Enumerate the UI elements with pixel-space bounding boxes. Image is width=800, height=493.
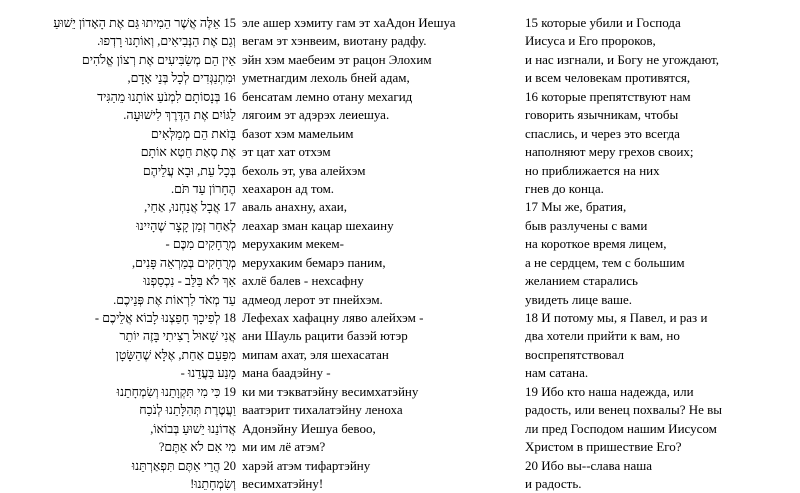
text-line: וּמִתְנַגְּדִים לְכָל בְּנֵי אָדָם, [127, 71, 236, 86]
text-line: лягоим эт адэрэх леиешуа. [242, 107, 390, 123]
text-line: быв разлучены с вами [525, 217, 648, 233]
text-line: Христом в пришествие Его? [525, 439, 682, 455]
text-line: уметнагдим лехоль бней адам, [242, 70, 410, 86]
text-line: нам сатана. [525, 365, 589, 381]
text-line: ваатэрит тихалатэйну леноха [242, 402, 403, 418]
text-line: 15 אֵלֶּה אֲשֶׁר הֵמִיתוּ גַּם אֶת הָאָדוֹן יֵשׁוּעַ [53, 16, 236, 30]
text-line: ли пред Господом нашим Иисусом [525, 420, 717, 436]
text-line: увидеть лице ваше. [525, 291, 633, 307]
text-line: наполняют меру грехов своих; [525, 144, 694, 160]
text-line: леахар зман кацар шехаину [242, 217, 394, 233]
hebrew-column [14, 14, 236, 493]
text-line: желанием старались [525, 273, 638, 289]
text-line: ми им лё атэм? [242, 439, 326, 455]
text-line: אֲנִי שָׁאוּל רָצִיתִי בָּזֶה יוֹתֵר [119, 329, 236, 344]
text-line: мерухаким мекем- [242, 236, 344, 252]
text-line: и нас изгнали, и Богу не угождают, [525, 51, 719, 67]
text-line: два хотели прийти к вам, но [525, 328, 680, 344]
text-line: мерухаким бемарэ паним, [242, 254, 386, 270]
text-line: 17 אֲבָל אֲנַחְנוּ, אַחַי, [144, 200, 236, 215]
text-line: מְרֻחָקִים מִכֶּם - [165, 237, 236, 252]
text-line: гнев до конца. [525, 180, 604, 196]
text-line: адмеод лерот эт пнейхэм. [242, 291, 383, 307]
russian-column [525, 14, 795, 493]
text-line: אֲדוֹנֵנוּ יֵשׁוּעַ בְּבוֹאוֹ, [150, 421, 236, 436]
text-line: воспрепятствовал [525, 346, 624, 362]
text-line: לְאַחַר זְמַן קָצָר שֶׁהָיִינוּ [136, 218, 236, 233]
text-line: мана баадэйну - [242, 365, 331, 381]
text-line: аваль анахну, ахаи, [242, 199, 348, 215]
text-line: на короткое время лицем, [525, 236, 667, 252]
text-line: базот хэм мамельим [242, 125, 354, 141]
text-line: לַגּוֹיִם אֶת הַדֶּרֶךְ לִישׁוּעָה. [123, 108, 236, 123]
text-line: 16 которые препятствуют нам [525, 88, 691, 104]
text-line: харэй атэм тифартэйну [242, 457, 371, 473]
text-line: и всем человекам противятся, [525, 70, 691, 86]
text-line: מִפַּעַם אַחַת, אֶלָּא שֶׁהַשָּׂטָן [115, 347, 236, 362]
text-line: מִי אִם לֹא אַתֶּם? [158, 440, 236, 455]
text-line: Адонэйну Иешуа бевоо, [242, 420, 376, 436]
text-line: וְשִׂמְחָתֵנוּ! [190, 476, 236, 491]
text-line: 15 которые убили и Господа [525, 15, 681, 30]
text-line: ахлё балев - нехсафну [242, 273, 364, 289]
text-line: 16 בְּנָסוֹתָם לִמְנֹעַ אוֹתָנוּ מֵהַגִּיד [97, 89, 236, 104]
text-line: אֵין הֵם מְשַׂבִּיעִים אֶת רְצוֹן אֱלֹהִים [81, 52, 236, 67]
text-line: бенсатам лемно отану мехагид [242, 88, 413, 104]
text-line: а не сердцем, тем с большим [525, 254, 685, 270]
text-line: ки ми тэкватэйну весимхатэйну [242, 383, 419, 399]
text-line: спаслись, и через это всегда [525, 125, 680, 141]
text-line: מְרֻחָקִים בְּמַרְאֵה פָּנִים, [131, 255, 236, 270]
text-line: עַד מְאֹד לִרְאוֹת אֶת פְּנֵיכֶם. [113, 292, 236, 307]
text-line: 19 כִּי מִי תִּקְוָתֵנוּ וְשִׂמְחָתֵנוּ [116, 384, 236, 399]
text-line: эт цат хат отхэм [242, 144, 331, 160]
text-line: 18 И потому мы, я Павел, и раз и [525, 310, 708, 325]
text-line: 20 הֲרֵי אַתֶּם תִּפְאַרְתֵּנוּ [131, 458, 236, 473]
text-line: вегам эт хэнвеим, виотану радфу. [242, 33, 427, 49]
text-line: מָנַע בַּעֲדֵנוּ - [180, 366, 236, 381]
text-line: эйн хэм маебеим эт рацон Элохим [242, 51, 432, 67]
text-line: эле ашер хэмиту гам эт хаАдон Иешуа [242, 15, 456, 30]
text-line: и радость. [525, 475, 582, 491]
text-line: 17 Мы же, братия, [525, 199, 627, 215]
transliteration-column [242, 14, 512, 493]
text-line: 20 Ибо вы--слава наша [525, 457, 653, 473]
text-line: בְּכָל עֵת, וּבָא עֲלֵיהֶם [142, 163, 236, 178]
text-line: 19 Ибо кто наша надежда, или [525, 383, 694, 399]
text-line: וַעֲטֶרֶת תְּהִלָּתֵנוּ לְנֹכַח [139, 403, 236, 418]
text-line: וְגַם אֶת הַנְּבִיאִים, וְאוֹתָנוּ רָדְפוּ. [97, 34, 236, 49]
text-line: радость, или венец похвалы? Не вы [525, 402, 723, 418]
text-line: бехоль эт, ува алейхэм [242, 162, 366, 178]
text-line: ани Шауль рацити базэй ютэр [242, 328, 408, 344]
text-line: Лефехах хафацну ляво алейхэм - [242, 310, 424, 325]
text-line: мипам ахат, эля шехасатан [242, 346, 389, 362]
text-line: хеахарон ад том. [242, 180, 335, 196]
text-line: Иисуса и Его пророков, [525, 33, 656, 49]
text-line: говорить язычникам, чтобы [525, 107, 679, 123]
text-line: но приближается на них [525, 162, 660, 178]
text-line: הֶחָרוֹן עַד תֹּם. [171, 181, 236, 196]
text-line: 18 לְפִיכָךְ חָפַצְנוּ לָבוֹא אֲלֵיכֶם - [94, 311, 236, 325]
text-line: весимхатэйну! [242, 475, 324, 491]
text-line: אַךְ לֹא בַּלֵּב - נִכְסַפְנוּ [143, 274, 236, 289]
text-line: בָּזֹאת הֵם מְמַלְּאִים [150, 126, 236, 141]
text-line: אֶת סְאַת חֵטְא אוֹתָם [140, 145, 236, 160]
